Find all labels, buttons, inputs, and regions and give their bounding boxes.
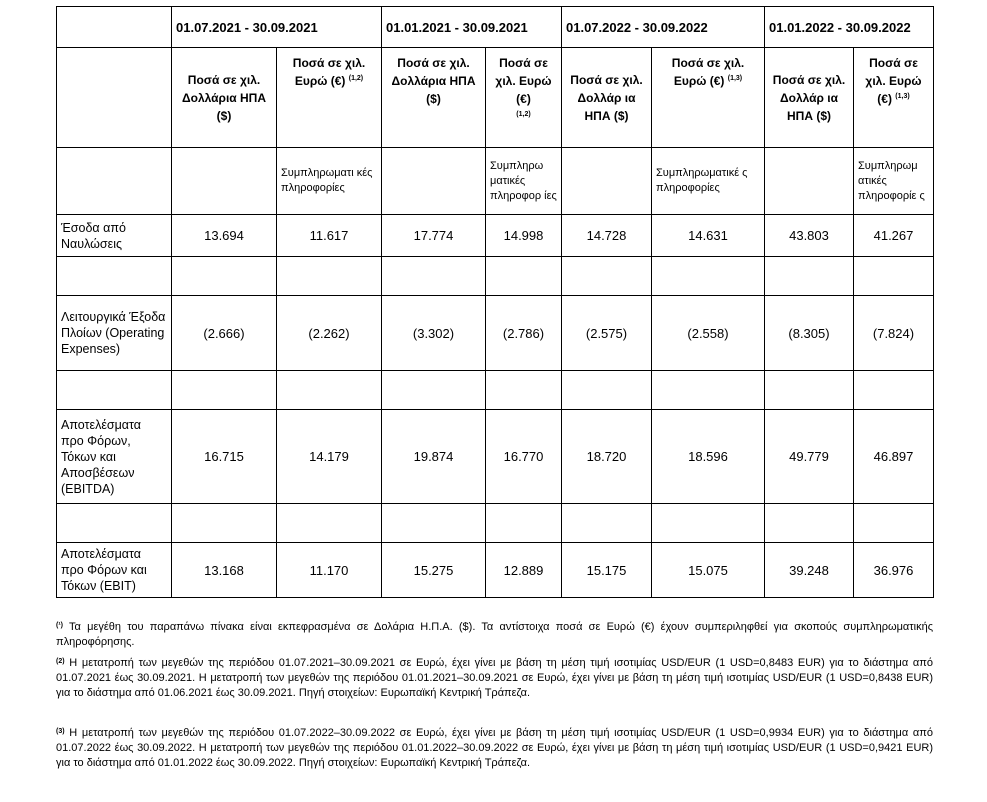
value-cell: (2.666) — [172, 296, 277, 371]
value-cell: 11.617 — [277, 215, 382, 257]
period-header: 01.07.2021 - 30.09.2021 — [172, 7, 382, 48]
value-cell: 15.275 — [382, 543, 486, 598]
footnote-marker: (¹) — [56, 622, 63, 629]
footnote-marker: (3) — [56, 728, 65, 735]
footnote-3 — [56, 726, 933, 771]
footnote-text: Η μετατροπή των μεγεθών της περιόδου 01.07.2022–30.09.2022 σε Ευρώ, έχει γίνει με βάση τη μέση τιμή ισοτιμίας USD/EUR (1 USD=0,9934 EUR) για το διάστημα από 01.07.2022 έως 30.09.2022. Η μετατροπή των μεγεθών της περιόδου 01.01.2022–30.09.2022 σε Ευρώ, έχει γίνει με βάση τη μέση τιμή ισοτιμίας USD/EUR (1 USD=0,9421 EUR) για το διάστημα από 01.01.2022 έως 30.09.2022. Πηγή στοιχείων: Ευρωπαϊκή Κεντρική Τράπεζα. — [56, 727, 933, 769]
empty-cell — [172, 148, 277, 215]
footnote-ref: (1,3) — [727, 75, 743, 82]
footnote-1 — [56, 620, 933, 650]
supplementary-info-label: Συμπληρωματι κές πληροφορίες — [277, 148, 382, 215]
period-header-row — [57, 7, 934, 48]
spacer-row — [57, 257, 934, 296]
footnote-2 — [56, 656, 933, 701]
unit-header-eur: Ποσά σε χιλ. Ευρώ (€) $^{(1,2)}$ — [486, 48, 562, 148]
value-cell: 19.874 — [382, 410, 486, 504]
unit-header-row — [57, 48, 934, 148]
supplementary-info-label: Συμπληρωματικέ ς πληροφορίες — [652, 148, 765, 215]
value-cell: 14.998 — [486, 215, 562, 257]
value-cell: 15.175 — [562, 543, 652, 598]
unit-header-usd: Ποσά σε χιλ. Δολλάρ ια ΗΠΑ ($) — [562, 48, 652, 148]
value-cell: 41.267 — [854, 215, 934, 257]
period-header: 01.01.2022 - 30.09.2022 — [765, 7, 934, 48]
empty-cell — [57, 48, 172, 148]
unit-header-usd: Ποσά σε χιλ. Δολλάρια ΗΠΑ ($) — [172, 48, 277, 148]
footnote-ref: (1,3) — [895, 93, 910, 100]
table-row — [57, 410, 934, 504]
empty-cell — [562, 148, 652, 215]
empty-cell — [382, 148, 486, 215]
footnote-ref: (1,2) — [348, 75, 364, 82]
value-cell: (3.302) — [382, 296, 486, 371]
row-label: Αποτελέσματα προ Φόρων, Τόκων και Αποσβέσεων (EBITDA) — [57, 410, 172, 504]
value-cell: 14.631 — [652, 215, 765, 257]
supplementary-info-row — [57, 148, 934, 215]
value-cell: 16.770 — [486, 410, 562, 504]
value-cell: (7.824) — [854, 296, 934, 371]
value-cell: 18.596 — [652, 410, 765, 504]
table-row — [57, 296, 934, 371]
value-cell: 17.774 — [382, 215, 486, 257]
footnote-marker: (2) — [56, 658, 65, 665]
value-cell: 46.897 — [854, 410, 934, 504]
value-cell: 13.694 — [172, 215, 277, 257]
row-label: Λειτουργικά Έξοδα Πλοίων (Operating Expenses) — [57, 296, 172, 371]
unit-header-eur: Ποσά σε χιλ. Ευρώ (€) $^{(1,3)}$ — [854, 48, 934, 148]
value-cell: 15.075 — [652, 543, 765, 598]
table-row — [57, 215, 934, 257]
value-cell: (2.558) — [652, 296, 765, 371]
value-cell: 12.889 — [486, 543, 562, 598]
value-cell: 49.779 — [765, 410, 854, 504]
unit-header-usd: Ποσά σε χιλ. Δολλάρια ΗΠΑ ($) — [382, 48, 486, 148]
empty-cell — [57, 148, 172, 215]
value-cell: (2.786) — [486, 296, 562, 371]
supplementary-info-label: Συμπληρωμ ατικές πληροφορίε ς — [854, 148, 934, 215]
footnote-ref: (1,2) — [516, 111, 531, 118]
value-cell: 14.728 — [562, 215, 652, 257]
financial-table — [56, 6, 934, 598]
value-cell: 14.179 — [277, 410, 382, 504]
row-label: Έσοδα από Ναυλώσεις — [57, 215, 172, 257]
empty-cell — [765, 148, 854, 215]
value-cell: 43.803 — [765, 215, 854, 257]
value-cell: 36.976 — [854, 543, 934, 598]
value-cell: 13.168 — [172, 543, 277, 598]
footnote-text: Η μετατροπή των μεγεθών της περιόδου 01.07.2021–30.09.2021 σε Ευρώ, έχει γίνει με βάση τη μέση τιμή ισοτιμίας USD/EUR (1 USD=0,8483 EUR) για το διάστημα από 01.07.2021 έως 30.09.2021. Η μετατροπή των μεγεθών της περιόδου 01.01.2021–30.09.2021 σε Ευρώ, έχει γίνει με βάση τη μέση τιμή ισοτιμίας USD/EUR (1 USD=0,8438 EUR) για το διάστημα από 01.06.2021 έως 30.09.2021. Πηγή στοιχείων: Ευρωπαϊκή Κεντρική Τράπεζα. — [56, 657, 933, 699]
spacer-row — [57, 504, 934, 543]
value-cell: 16.715 — [172, 410, 277, 504]
value-cell: (8.305) — [765, 296, 854, 371]
table-row — [57, 543, 934, 598]
row-label: Αποτελέσματα προ Φόρων και Τόκων (EBIT) — [57, 543, 172, 598]
spacer-row — [57, 371, 934, 410]
unit-header-eur: Ποσά σε χιλ. Ευρώ (€) $^{(1,3)}$ — [652, 48, 765, 148]
empty-corner-cell — [57, 7, 172, 48]
period-header: 01.07.2022 - 30.09.2022 — [562, 7, 765, 48]
supplementary-info-label: Συμπληρω ματικές πληροφορ ίες — [486, 148, 562, 215]
value-cell: (2.575) — [562, 296, 652, 371]
value-cell: (2.262) — [277, 296, 382, 371]
footnote-text: Τα μεγέθη του παραπάνω πίνακα είναι εκπεφρασμένα σε Δολάρια Η.Π.Α. ($). Τα αντίστοιχα ποσά σε Ευρώ (€) έχουν συμπεριληφθεί για σκοπούς συμπληρωματικής πληροφόρησης. — [56, 621, 934, 648]
value-cell: 39.248 — [765, 543, 854, 598]
unit-header-eur: Ποσά σε χιλ. Ευρώ (€) $^{(1,2)}$ — [277, 48, 382, 148]
period-header: 01.01.2021 - 30.09.2021 — [382, 7, 562, 48]
value-cell: 18.720 — [562, 410, 652, 504]
unit-header-usd: Ποσά σε χιλ. Δολλάρ ια ΗΠΑ ($) — [765, 48, 854, 148]
value-cell: 11.170 — [277, 543, 382, 598]
